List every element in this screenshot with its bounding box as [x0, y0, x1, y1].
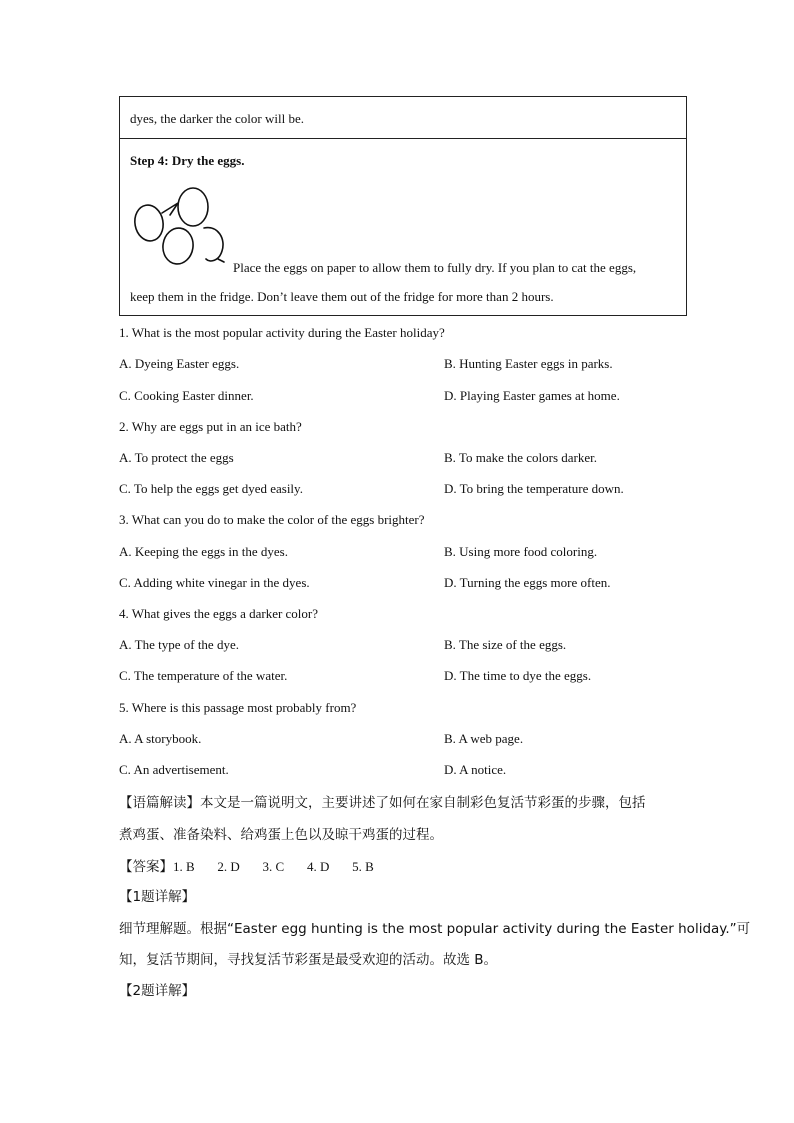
question-3: 3. What can you do to make the color of the eggs brighter?: [119, 512, 425, 527]
q4-option-a: A. The type of the dye.: [119, 637, 239, 652]
q5-option-a: A. A storybook.: [119, 731, 202, 746]
question-4: 4. What gives the eggs a darker color?: [119, 606, 319, 621]
q4-option-d: D. The time to dye the eggs.: [444, 668, 592, 683]
question-5: 5. Where is this passage most probably from?: [119, 700, 357, 715]
answer-label: 【答案】: [119, 859, 173, 875]
q1-explanation-line-2: 知，复活节期间，寻找复活节彩蛋是最受欢迎的活动。故选 B。: [119, 952, 498, 968]
q2-explanation-heading: 【2题详解】: [119, 983, 196, 999]
instruction-table: [119, 96, 687, 316]
q5-option-c: C. An advertisement.: [119, 762, 229, 777]
q1-option-b: B. Hunting Easter eggs in parks.: [444, 356, 613, 371]
answer-values: 1. B 2. D 3. C 4. D 5. B: [173, 859, 374, 874]
question-2: 2. Why are eggs put in an ice bath?: [119, 419, 302, 434]
q2-option-d: D. To bring the temperature down.: [444, 481, 624, 496]
q4-option-c: C. The temperature of the water.: [119, 668, 288, 683]
analysis-line-1: 【语篇解读】本文是一篇说明文，主要讲述了如何在家自制彩色复活节彩蛋的步骤，包括: [119, 795, 646, 811]
q4-option-b: B. The size of the eggs.: [444, 637, 567, 652]
q2-option-a: A. To protect the eggs: [119, 450, 234, 465]
q3-option-d: D. Turning the eggs more often.: [444, 575, 611, 590]
analysis-line-2: 煮鸡蛋、准备染料、给鸡蛋上色以及晾干鸡蛋的过程。: [119, 827, 443, 843]
step4-text-line2: keep them in the fridge. Don’t leave them out of the fridge for more than 2 hours.: [130, 289, 554, 304]
q1-option-d: D. Playing Easter games at home.: [444, 388, 620, 403]
q3-option-a: A. Keeping the eggs in the dyes.: [119, 544, 288, 559]
q1-explanation-heading: 【1题详解】: [119, 889, 196, 905]
q5-option-d: D. A notice.: [444, 762, 507, 777]
dyes-text: dyes, the darker the color will be.: [130, 111, 304, 126]
eggs-drawing-icon: [132, 185, 232, 267]
q2-option-b: B. To make the colors darker.: [444, 450, 598, 465]
q1-option-a: A. Dyeing Easter eggs.: [119, 356, 240, 371]
step4-text-line1: Place the eggs on paper to allow them to fully dry. If you plan to cat the eggs,: [233, 260, 637, 275]
q1-option-c: C. Cooking Easter dinner.: [119, 388, 254, 403]
table-row-dyes: [120, 97, 686, 139]
q3-option-c: C. Adding white vinegar in the dyes.: [119, 575, 310, 590]
q5-option-b: B. A web page.: [444, 731, 524, 746]
q2-option-c: C. To help the eggs get dyed easily.: [119, 481, 303, 496]
step4-title: Step 4: Dry the eggs.: [130, 153, 245, 168]
question-1: 1. What is the most popular activity during the Easter holiday?: [119, 325, 445, 340]
answer-row: [119, 855, 374, 875]
q1-explanation-line-1: 细节理解题。根据“Easter egg hunting is the most popular activity during the Easter holiday.”可: [119, 921, 751, 937]
q3-option-b: B. Using more food coloring.: [444, 544, 598, 559]
